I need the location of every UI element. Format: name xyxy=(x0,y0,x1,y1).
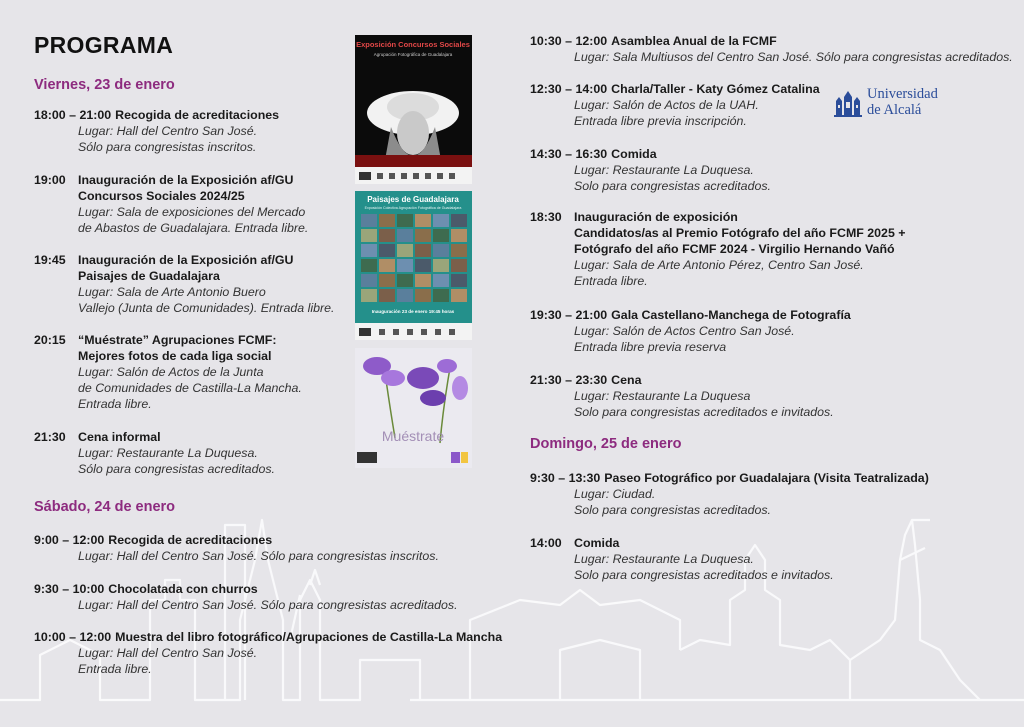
poster1-title: Exposición Concursos Sociales xyxy=(356,40,470,49)
schedule-event xyxy=(34,332,302,412)
event-time: 18:00 – 21:00 xyxy=(34,108,112,122)
event-detail: Lugar: Hall del Centro San José. xyxy=(78,124,258,138)
landscape-thumbnail xyxy=(433,214,449,227)
schedule-event xyxy=(34,629,502,677)
day-heading-saturday: Sábado, 24 de enero xyxy=(34,499,176,515)
event-time: 12:30 – 14:00 xyxy=(530,82,608,96)
landscape-thumbnail xyxy=(397,214,413,227)
event-detail: Solo para congresistas acreditados e invitados. xyxy=(574,405,834,419)
landscape-thumbnail xyxy=(451,274,467,287)
event-detail: Lugar: Ciudad. xyxy=(574,487,656,501)
landscape-thumbnail xyxy=(379,214,395,227)
landscape-thumbnail xyxy=(361,274,377,287)
event-title: Paseo Fotográfico por Guadalajara (Visita Teatralizada) xyxy=(604,471,929,485)
poster-flowers xyxy=(355,348,472,468)
schedule-event xyxy=(34,532,439,564)
event-time: 9:30 – 13:30 xyxy=(530,471,601,485)
event-time: 10:00 – 12:00 xyxy=(34,630,112,644)
event-detail: Sólo para congresistas acreditados. xyxy=(78,462,275,476)
landscape-thumbnail xyxy=(361,229,377,242)
event-title: Comida xyxy=(611,147,657,161)
event-title: Inauguración de exposición xyxy=(574,210,738,224)
event-time: 19:30 – 21:00 xyxy=(530,308,608,322)
landscape-thumbnail xyxy=(415,259,431,272)
landscape-thumbnail xyxy=(415,214,431,227)
landscape-thumbnail xyxy=(361,244,377,257)
poster-landscape-grid xyxy=(355,191,472,340)
event-title: Muestra del libro fotográfico/Agrupaciones de Castilla-La Mancha xyxy=(115,630,503,644)
landscape-thumbnail xyxy=(433,289,449,302)
event-title: “Muéstrate” Agrupaciones FCMF: xyxy=(78,333,277,347)
landscape-thumbnail xyxy=(379,244,395,257)
event-title: Inauguración de la Exposición af/GU xyxy=(78,253,294,267)
landscape-thumbnail xyxy=(379,289,395,302)
day-heading-sunday: Domingo, 25 de enero xyxy=(530,436,682,452)
event-title: Recogida de acreditaciones xyxy=(115,108,280,122)
event-title: Gala Castellano-Manchega de Fotografía xyxy=(611,308,851,322)
landscape-thumbnail xyxy=(361,259,377,272)
event-detail: Lugar: Restaurante La Duquesa xyxy=(574,389,751,403)
landscape-thumbnail xyxy=(397,259,413,272)
event-title-continued: Paisajes de Guadalajara xyxy=(78,269,220,283)
landscape-thumbnail xyxy=(415,244,431,257)
schedule-event xyxy=(34,252,334,316)
event-detail: Lugar: Restaurante La Duquesa. xyxy=(574,552,754,566)
poster-concursos-sociales xyxy=(355,35,472,184)
landscape-thumbnail xyxy=(379,259,395,272)
university-crest-icon xyxy=(833,87,863,117)
university-alcala-logo xyxy=(833,86,938,118)
event-detail: Lugar: Sala de Arte Antonio Pérez, Centro San José. xyxy=(574,258,864,272)
event-detail: Entrada libre. xyxy=(574,274,648,288)
landscape-thumbnail xyxy=(433,229,449,242)
event-title: Chocolatada con churros xyxy=(108,582,258,596)
landscape-thumbnail xyxy=(397,274,413,287)
schedule-event xyxy=(34,107,279,155)
event-detail: Lugar: Hall del Centro San José. xyxy=(78,646,258,660)
landscape-thumbnail xyxy=(451,229,467,242)
event-title-continued: Fotógrafo del año FCMF 2024 - Virgilio Hernando Vañó xyxy=(574,242,895,256)
landscape-thumbnail xyxy=(415,289,431,302)
event-time: 10:30 – 12:00 xyxy=(530,34,608,48)
event-detail: Lugar: Salón de Actos de la UAH. xyxy=(574,98,759,112)
schedule-event xyxy=(530,81,820,129)
event-detail: Lugar: Sala de exposiciones del Mercado xyxy=(78,205,306,219)
event-title-continued: Mejores fotos de cada liga social xyxy=(78,349,272,363)
event-title: Charla/Taller - Katy Gómez Catalina xyxy=(611,82,820,96)
event-time: 21:30 xyxy=(34,430,66,444)
event-detail: Lugar: Salón de Actos Centro San José. xyxy=(574,324,795,338)
poster-paisajes-guadalajara xyxy=(355,191,472,340)
landscape-thumbnail xyxy=(415,229,431,242)
poster2-subtitle: Exposición Colectiva Agrupación Fotográfica de Guadalajara xyxy=(364,206,462,210)
university-name-line1: Universidad xyxy=(867,86,938,102)
poster1-subtitle: Agrupación Fotográfica de Guadalajara xyxy=(373,52,453,57)
university-name-line2: de Alcalá xyxy=(867,102,922,118)
event-detail: de Abastos de Guadalajara. Entrada libre. xyxy=(78,221,309,235)
landscape-thumbnail xyxy=(379,229,395,242)
poster-woman-hat-photo xyxy=(355,35,472,184)
event-title: Asamblea Anual de la FCMF xyxy=(611,34,777,48)
landscape-thumbnail xyxy=(397,244,413,257)
schedule-event xyxy=(34,429,275,477)
landscape-thumbnail xyxy=(361,289,377,302)
page-title: PROGRAMA xyxy=(34,32,174,58)
schedule-event xyxy=(530,33,1013,65)
schedule-event xyxy=(530,470,929,518)
event-detail: Lugar: Hall del Centro San José. Sólo para congresistas acreditados. xyxy=(78,598,458,612)
event-detail: de Comunidades de Castilla-La Mancha. xyxy=(78,381,302,395)
event-detail: Solo para congresistas acreditados e invitados. xyxy=(574,568,834,582)
event-time: 20:15 xyxy=(34,333,66,347)
landscape-thumbnail xyxy=(397,289,413,302)
event-time: 19:45 xyxy=(34,253,66,267)
event-time: 18:30 xyxy=(530,210,562,224)
event-title: Cena xyxy=(611,373,642,387)
day-heading-friday: Viernes, 23 de enero xyxy=(34,77,175,93)
event-detail: Entrada libre previa reserva xyxy=(574,340,727,354)
event-title-continued: Concursos Sociales 2024/25 xyxy=(78,189,245,203)
event-detail: Lugar: Sala de Arte Antonio Buero xyxy=(78,285,266,299)
event-detail: Lugar: Hall del Centro San José. Sólo para congresistas inscritos. xyxy=(78,549,439,563)
event-detail: Lugar: Sala Multiusos del Centro San José. Sólo para congresistas acreditados. xyxy=(574,50,1013,64)
event-title: Comida xyxy=(574,536,620,550)
schedule-event xyxy=(530,535,834,583)
landscape-thumbnail xyxy=(433,244,449,257)
event-detail: Entrada libre previa inscripción. xyxy=(574,114,747,128)
landscape-thumbnail xyxy=(433,274,449,287)
event-time: 14:30 – 16:30 xyxy=(530,147,608,161)
event-detail: Solo para congresistas acreditados. xyxy=(574,503,771,517)
landscape-thumbnail xyxy=(361,214,377,227)
landscape-thumbnail xyxy=(451,244,467,257)
event-detail: Lugar: Restaurante La Duquesa. xyxy=(78,446,258,460)
schedule-event xyxy=(34,581,458,613)
event-title: Recogida de acreditaciones xyxy=(108,533,273,547)
poster-muestrate xyxy=(355,348,472,468)
landscape-thumbnail xyxy=(451,259,467,272)
schedule-event xyxy=(530,146,771,194)
landscape-thumbnail xyxy=(379,274,395,287)
event-time: 14:00 xyxy=(530,536,562,550)
landscape-thumbnail xyxy=(451,214,467,227)
event-time: 21:30 – 23:30 xyxy=(530,373,608,387)
event-detail: Vallejo (Junta de Comunidades). Entrada libre. xyxy=(78,301,335,315)
event-detail: Lugar: Salón de Actos de la Junta xyxy=(78,365,264,379)
event-time: 9:30 – 10:00 xyxy=(34,582,105,596)
event-detail: Lugar: Restaurante La Duquesa. xyxy=(574,163,754,177)
poster3-title: Muéstrate xyxy=(381,428,445,444)
landscape-thumbnail xyxy=(415,274,431,287)
event-title-continued: Candidatos/as al Premio Fotógrafo del año FCMF 2025 + xyxy=(574,226,906,240)
event-title: Cena informal xyxy=(78,430,161,444)
event-detail: Entrada libre. xyxy=(78,662,152,676)
poster2-footer: Inauguración 23 de enero 19:45 horas xyxy=(371,309,455,314)
schedule-event xyxy=(530,372,834,420)
schedule-event xyxy=(530,307,851,355)
event-detail: Sólo para congresistas inscritos. xyxy=(78,140,257,154)
schedule-event xyxy=(34,172,308,236)
landscape-thumbnail xyxy=(397,229,413,242)
event-detail: Entrada libre. xyxy=(78,397,152,411)
event-time: 9:00 – 12:00 xyxy=(34,533,105,547)
poster2-title: Paisajes de Guadalajara xyxy=(367,195,459,204)
landscape-thumbnail xyxy=(451,289,467,302)
event-time: 19:00 xyxy=(34,173,66,187)
event-detail: Solo para congresistas acreditados. xyxy=(574,179,771,193)
landscape-thumbnail xyxy=(433,259,449,272)
event-title: Inauguración de la Exposición af/GU xyxy=(78,173,294,187)
schedule-event xyxy=(530,209,906,289)
